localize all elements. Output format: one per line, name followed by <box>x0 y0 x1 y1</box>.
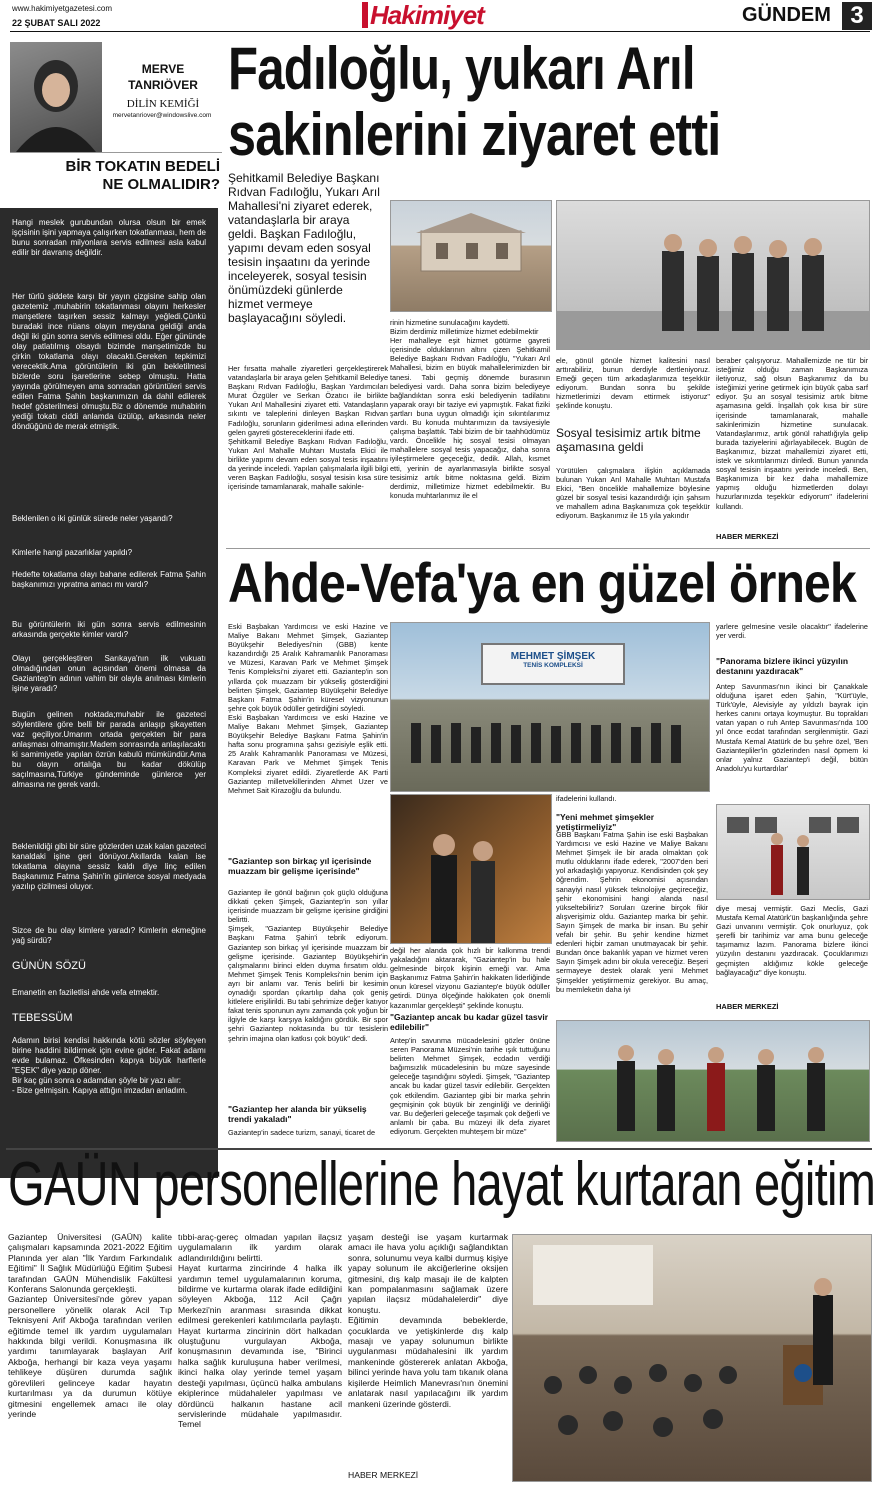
article-column-3: ele, gönül gönüle hizmet kalitesini nasıl arttırabiliriz, bunun derdiyle dertleniyoruz. Emeği geçen tüm arkadaşlarımıza teşekkür ediyorum. Bundan sonra bu şekilde hizmetlerimizi devam ettirmek istiyoruz" şeklinde konuştu. <box>556 356 710 411</box>
article-column-1b: Gaziantep ile gönül bağının çok güçlü olduğuna dikkati çeken Şimşek, Gaziantep'in son yıllar içerisinde muazzam bir gelişme içerisine girdiğini belirtti. Şimşek, "Gaziantep Büyükşehir Belediye Başkanı Fatma Şahin'i tebrik ediyorum. Gaziantep son birkaç yıl içerisinde muazzam bir gelişme içerisinde. Gaziantep Büyükşehir'in çalışmalarını birinci elden duyma fırsatım oldu. Mehmet Şimşek Tenis Kompleksi'nin benim için ayrı bir anlamı var. Tenis belirli bir kesimin oynadığı spordan çıkartılıp daha çok geniş kitlelere erişilirildi. Bu tabi şehrimize değer katıyor fakat tenis sporunun aynı zamanda çok yoğun bir ilgiyle de karşı karşıya kaldığını gördük. Bir spor şehri Gaziantep noktasında bu tür tesislerin şehrin imajına olan katkısı çok büyük" dedi. <box>228 888 388 1043</box>
complex-sign-line-2: TENİS KOMPLEKSİ <box>523 662 583 669</box>
column-paragraph: Bu görüntülerin iki gün sonra servis edilmesinin arkasında gerçekte kimler vardı? <box>12 620 206 639</box>
column-paragraph: Kimlerle hangi pazarlıklar yapıldı? <box>12 548 133 557</box>
joke-header: TEBESSÜM <box>12 1012 73 1024</box>
author-silhouette-icon <box>10 42 102 152</box>
author-last-name: TANRIÖVER <box>128 78 198 92</box>
website-url[interactable]: www.hakimiyetgazetesi.com <box>12 4 113 13</box>
walking-photo <box>556 1020 870 1142</box>
building-icon <box>391 201 551 311</box>
column-paragraph: Her türlü şiddete karşı bir yayın çizgisine sahip olan gazetemiz ,muhabirin tokatlanması olayını herkesler manşetlere taşırken sessiz kalmayı yeğledi.Çünkü buradaki ince nüans olayın meydana geldiği anda değil iki gün sonra servis edilmesi oldu. Eğer gününde olay patlatılmış olsaydı bizimde manşetimizde bu çirkin tokatlama olayı olacaktı.Gereken tepkimizi verecektik.Ama görüntülerin iki gün bekletilmesi bizlerde soru işaretlerine sebep olmuştu. Hatta yayında görülmeyen ama sonradan görüntüleri servis edilen Fatma Şahin başkanımızın da dahil edilerek hedef gösterilmesi olmuştu.Biz o dönemde muhabirin yediği tokatı ciddi anlamda üzülüp, arkasında neler döndüğünü de merak etmiştik. <box>12 292 206 431</box>
audience-icon <box>513 1235 871 1481</box>
article-subhead: "Yeni mehmet şimşekler yetiştirmeliyiz" <box>556 812 655 832</box>
article-subhead: "Gaziantep son birkaç yıl içerisinde muazzam bir gelişme içerisinde" <box>228 856 372 876</box>
article-lead: Şehitkamil Belediye Başkanı Rıdvan Fadıloğlu, Yukarı Arıl Mahallesi'ni ziyaret ederek, vatandaşlarla bir araya geldi. Başkan Fadıloğlu, yapımı devam eden sosyal tesisin inşaatını da yerinde inceleyerek, sosyal tesisin önümüzdeki günlerde hizmet vermeye başlayacağını söyledi. <box>228 171 380 325</box>
training-photo <box>512 1234 872 1482</box>
headline-line-2: sakinlerini ziyaret etti <box>228 101 721 168</box>
header-rule <box>10 31 870 32</box>
article-column-3a: yarlere gelmesine vesile olacaktır" ifadelerine yer verdi. <box>716 622 868 641</box>
headline-line-1: Fadıloğlu, yukarı Arıl <box>228 35 695 102</box>
article-byline: HABER MERKEZİ <box>348 1470 419 1480</box>
section-label: GÜNDEM <box>742 4 831 26</box>
headline: GAÜN personellerine hayat kurtaran eğitim <box>8 1150 876 1219</box>
museum-photo <box>390 794 552 944</box>
construction-photo <box>390 200 552 312</box>
complex-sign-line-1: MEHMET ŞİMŞEK <box>510 651 596 662</box>
issue-date: 22 ŞUBAT SALI 2022 <box>12 18 101 28</box>
article-column-2: rinin hizmetine sunulacağını kaydetti. Bizim derdimiz milletimize hizmet edebilmektir Her mahalleye eşit hizmet götürme gayreti içerisinde olduklarının altını çizen Şehitkamil Belediye Başkanı Rıdvan Fadıloğlu, "Yukarı Arıl Mahallesi, bizim en büyük mahallelerimizden bir tanesi. Tabi geçmiş dönemde burasının belediyesi vardı. Daha sonra bizim belediyeye bağlandıktan sonra eski belediyenin tadilatını yaparak orayı bir taziye evi yapmıştık. Fakat fiziki şartları buna uygun olmadığı için sıkıntılarımız vardı. Bu konuda muhtarımızın da tavsiyesiyle çalışma başlattık. Tabi bizim de bir taahhüdümüz vardı. Öncelikle hiç sosyal tesisi olmayan mahallelere sosyal tesis yapacağız, daha sonra iyileştirmelere geçeceğiz, dedik. Allah, kısmet etti, yerinin de ayarlanmasıyla birlikte sosyal tesisimiz artık bitme noktasına geldi. Bizim derdimiz, milletimize hizmet edebilmektir. Bu konuda muhtarlarımız ile el <box>390 318 550 500</box>
article-column-2d: Antep'in savunma mücadelesini gözler önüne seren Panorama Müzesi'nin tarihe ışık tuttuğunu belirten Mehmet Şimşek, ecdadın verdiği bağımsızlık mücadelesinin bu müze sayesinde geleceğe taşındığını söyledi. Şimşek, "Gaziantep ancak bu kadar güzel tasvir edilebilir. Gerçekten çok etkilendim. Gaziantep gibi bir marka şehrin geçmişinin çok büyük bir zenginliği ve derinliği var. Bu değerleri geleceğe taşımak çok değerli ve anlamlı bir çaba. Bu müzeyi ilk defa ziyaret ediyorum. Gerçekten muhteşem bir müze" <box>390 1036 550 1136</box>
article-rule <box>226 548 870 549</box>
group-people-icon <box>557 201 869 349</box>
column-title: BİR TOKATIN BEDELİ NE OLMALIDIR? <box>65 158 220 193</box>
exhibit-icon <box>717 805 869 899</box>
article-column-1: Eski Başbakan Yardımcısı ve eski Hazine ve Maliye Bakanı Mehmet Şimşek, Gaziantep Büyükşehir Belediyesi'nin (GBB) kente kazandırdığı 25 Aralık Kahramanlık Panoraması ve Müzesi, Karavan Park ve Mehmet Şimşek Tenis Kompleksi'ni ziyaret etti. Gaziantep'in son yıllarda çok muazzam bir yükseliş gösterdiğini belirten Şimşek, Gaziantep Büyükşehir Belediye Başkanı Fatma Şahin'in küresel vizyonunun şehre çok büyük ödüller getirdiğini söyledi. Eski Başbakan Yardımcısı ve eski Hazine ve Maliye Bakanı Mehmet Şimşek, Gaziantep Büyükşehir Belediye Başkanı Fatma Şahin'in hafta sonu programına şahsı gezisiyle eşlik etti. 25 Aralık Kahramanlık Panoraması ve Müzesi, Karavan Park ve Mehmet Şimşek Tenis Kompleksi ziyaret edildi. Ziyaretlerde AK Parti Gaziantep milletvekillerinden Ahmet Uzer ve Mehmet Sait Kirazoğlu da bulundu. <box>228 622 388 795</box>
article-subhead: "Panorama bizlere ikinci yüzyılın destanını yazdıracak" <box>716 656 849 676</box>
column-paragraph: Hedefte tokatlama olayı bahane edilerek Fatma Şahin başkanımızı yıpratma amacı mı vardı? <box>12 570 206 589</box>
gallery-photo <box>716 804 870 900</box>
column-paragraph: Beklenilen o iki günlük sürede neler yaşandı? <box>12 514 173 523</box>
quote-text: Emanetin en faziletlisi ahde vefa etmektir. <box>12 988 160 997</box>
column-paragraph: Olayı gerçekleştiren Sarıkaya'nın ilk vukuatı olmadığından onun açısından önemi olmasa da Gaziantep'in adının vahim bir olayla anılması kimlerin işine yaradı? <box>12 654 206 693</box>
article-column-2c: değil her alanda çok hızlı bir kalkınma trendi yakaladığını aktararak, "Gaziantep'in bu hale gelmesinde birçok kişinin emeği var. Ama Başkanımız Fatma Şahin'in hakikaten liderliğinde onun küresel vizyonu Gaziantep'e büyük ödüller getirdi. Dünya ölçeğinde hakikaten çok önemli kazanımlar gerçekleşti" şeklinde konuştu. <box>390 946 550 1010</box>
page-number: 3 <box>842 2 872 30</box>
article-subhead: "Gaziantep her alanda bir yükseliş trendi yakaladı" <box>228 1104 367 1124</box>
column-paragraph: Bugün gelinen noktada;muhabir ile gazeteci söylentilere göre belli bir parada anlaşıp şikayetten vaz geçiliyor.Umarım ortada gerçekten bir para anlaşması olmamıştır.Madem sonrasında anlaşılacaktı ki samimiyetle yapılan özrün kabulü mümkündür.Ama bu olayın ortalığa bu kadar dökülüp saçılmasına,Türkiye gündeminde günlerce yer almasına ne gerek vardı. <box>12 710 206 789</box>
article-byline: HABER MERKEZİ <box>716 532 779 541</box>
column-name: DİLİN KEMİĞİ <box>126 98 200 110</box>
author-photo <box>10 42 102 152</box>
article-column-4: beraber çalışıyoruz. Mahallemizde ne tür bir isteğimiz olduğu zaman Başkanımıza iletiyoruz, sağ olsun Başkanımız da bu isteğimizi yerine getirmek için büyük çaba sarf ediyor. Şu an sosyal tesisimiz artık bitme aşamasına geldi. İnşallah çok kısa bir süre içerisinde tamamlanarak, mahalle sakinlerimizin hizmetine sunulacak. Vatandaşlarımız, artık gönül rahatlığıyla gelip burada taziyelerini ağırlayabilecek. Bugün de Başkanımız, bizzat mahallemizi ziyaret etti, istek ve sıkıntılarımızı dinledi. Bunun yanında sosyal tesisin inşaatını yerinde inceledi. Ben, Başkanımıza bir kez daha mahallemize yapmış olduğu hizmetlerden dolayı huzurlarınızda teşekkür ediyorum" ifadelerini kullandı. <box>716 356 868 511</box>
article-column-1: Gaziantep Üniversitesi (GAÜN) kalite çalışmaları kapsamında 2021-2022 Eğitim Planında yer alan "İlk Yardım Farkındalık Eğitimi" İl Sağlık Müdürlüğü Eğitim Şubesi tarafından GAÜN Mühendislik Fakültesi Konferans Salonunda gerçekleşti. Gaziantep Üniversitesi'nde görev yapan personellere yönelik olarak Acil Tıp Teknisyeni Arif Akboğa tarafından verilen eğitimde temel ilk yardım uygulamaları hakkında bilgi verildi. Konuşmasına ilk yardımı tanımlayarak başlayan Arif Akboğa, herhangi bir kaza veya yaşamı tehlikeye düşüren durumda sağlık görevlileri gelinceye kadar hayatın kurtarılması ya da durumun kötüye gitmesini engellemek amacı ile olay yerinde <box>8 1232 172 1419</box>
article-column-3c: diye mesaj vermiştir. Gazi Meclis, Gazi Mustafa Kemal Atatürk'ün başkanlığında şehre Gazi unvanını vermiştir. Çok onurluyuz, çok şerefli bir tarihimiz var ama bunu geleceğe taşımamız lazım. Panorama bizlere ikinci yüzyılın destanını yazdıracak. Çocuklarımızı geçmişten aldığımız kökle geleceğe bağlayacağız" diye konuştu. <box>716 904 868 977</box>
article-column-2: tıbbi-araç-gereç olmadan yapılan ilaçsız uygulamaların ilk yardım olarak adlandırıldığını belirtti. Hayat kurtarma zincirinde 4 halka ilk yardımın temel uygulamalarının koruma, bildirme ve kurtarma olarak ifade edildiğini söyleyen Akboğa, 112 Acil Çağrı Merkezi'nin aranması sırasında dikkat edilmesi gerekenleri katılımcılarla paylaştı. Hayat kurtarma zincirinin dört halkadan oluştuğunu vurgulayan Akboğa, konuşmasının devamında ise, "Birinci halka sağlık kuruluşuna haber verilmesi, ikinci halka olay yerinde temel yaşam desteği yapılması, üçüncü halka ambulans ekiplerince müdahaleler yapılması ve dördüncü halkanın hastane acil servislerinde müdahale yapılmasıdır. Temel <box>178 1232 342 1430</box>
article-column-1c: Gaziantep'in sadece turizm, sanayi, ticaret de <box>228 1128 375 1137</box>
crowd-icon <box>391 623 709 791</box>
delegation-icon <box>557 1021 869 1141</box>
author-first-name: MERVE <box>141 62 185 76</box>
article-column-3: yaşam desteği ise yaşam kurtarmak amacı ile hava yolu açıklığı sağlandıktan sonra, solunumu veya kalbi durmuş kişiye yapay solunum ile akciğerlerine oksijen gitmesini, dış kalp masajı ile de kalpten kan pompalanmasını sağlamak üzere yapılan ilaçsız müdahalelerdir" diye konuştu. Eğitimin devamında bebeklerde, çocuklarda ve yetişkinlerde dış kalp masajı ve yapay solunumun birlikte uygulanması müdahalesini ilk yardım mankeninde göstererek anlatan Akboğa, bilinci yerinde hava yolu tam tıkanık olana kişilerde Heimlich Manevrası'nın önemini anlatarak nasıl yapılacağını ilk yardım mankeni üzerinde gösterdi. <box>348 1232 508 1409</box>
article-column-2a: ifadelerini kullandı. <box>556 794 617 803</box>
column-paragraph: Beklenildiği gibi bir süre gözlerden uzak kalan gazeteci kanaldaki işine geri dönüyor.Akıllarda kalan ise tokatlama olayına sessiz kaldı diye linç edilen Başkanımız Fatma Şahin'in günlerce sosyal medyada yazılıp çizilmesi oluyor. <box>12 842 206 891</box>
column-rule <box>10 152 222 153</box>
article-column-2b: GBB Başkanı Fatma Şahin ise eski Başbakan Yardımcısı ve eski Hazine ve Maliye Bakanı Mehmet Şimşek ile bir arada olmaktan çok mutlu olduklarını ifade ederek, "2007'den beri yol arkadaşlığı yapıyoruz. Kendisinden çok şey öğrendim. Şehrin ekonomisi açısından sanayiyi nasıl yüksek teknolojiye geçireceğiz, şehir ekonomisini hangi alanda nasıl yükseltebiliriz? Soruları üzerine birçok fikir alışverişimiz oldu. Gaziantep marka bir şehir. Sayın Şimşek de marka bir insan. Bu şehir vefalı bir şehir. Bu şehir kendine hizmet edenleri hiçbir zaman unutmayacak bir şehir. Bundan önce bakanlık yapan ve hizmet veren Sayın Şimşek adını bir okula vereceğiz. Beşeri sermayeye destek olarak yeni Mehmet Şimşekler yetiştirmemiz gerekiyor. Bu amaç, bu memleketin daha iyi <box>556 830 708 994</box>
joke-text: Adamın birisi kendisi hakkında kötü sözler söyleyen birine haddini bildirmek için evine gider. Fakat adamı evde bulamaz. Öfkesinden kapıya büyük harflerle "EŞEK" diye yazıp döner. Bir kaç gün sonra o adamdan şöyle bir yazı alır: - Bize gelmişsin. Kapıya attığın imzadan anladım. <box>12 1036 206 1095</box>
visit-photo <box>556 200 870 350</box>
column-paragraph: Hangi meslek gurubundan olursa olsun bir emek işçisinin işini yapmaya çalışırken tokatlanması, hem de bunu sonradan milyonlara servis edilmesi asla kabul edilir bir davranış değildir. <box>12 218 206 257</box>
article-subhead: "Gaziantep ancak bu kadar güzel tasvir edilebilir" <box>390 1012 549 1032</box>
quote-header: GÜNÜN SÖZÜ <box>12 960 86 972</box>
logo-mark <box>362 2 368 28</box>
article-column-3b: Antep Savunması'nın ikinci bir Çanakkale olduğuna işaret eden Şahin, "Kürt'üyle, Türk'üyle, Alevisiyle ay yıldızlı bayrak için herkes canını ortaya koymuştur. Bu toprakları vatan yapan o ruh Antep Savunması'nda 100 yıl önce ecdat tarafından sergilenmiştir. Gazi Mustafa Kemal Atatürk de bu şehre özel, 'Ben Gaziantepliler'in gözlerinden nasıl öpmem ki onlar yalnız Gaziantep'i değil, bütün Anadolu'yu kurtardılar' <box>716 682 868 773</box>
author-email[interactable]: mervetanriover@windowslive.com <box>112 112 212 119</box>
article-column-3b: Yürütülen çalışmalara ilişkin açıklamada bulunan Yukarı Arıl Mahalle Muhtarı Mustafa Ekici, "Ben öncelikle mahallemize böylesine güzel bir sosyal tesisi kazandırdığı için şahsım ve mahallem adına Başkanımıza çok teşekkür ediyorum. Başkanımız ile 15 yıla yakındır <box>556 466 710 521</box>
tennis-complex-photo <box>390 622 710 792</box>
column-body <box>0 208 218 1178</box>
article-subhead: Sosyal tesisimiz artık bitme aşamasına geldi <box>556 426 701 454</box>
article-byline: HABER MERKEZİ <box>716 1002 779 1011</box>
headline: Ahde-Vefa'ya en güzel örnek <box>228 551 856 614</box>
visitors-icon <box>391 795 551 943</box>
article-column-1: Her fırsatta mahalle ziyaretleri gerçekleştirerek vatandaşlarla bir araya gelen Şehitkamil Belediye Başkanı Rıdvan Fadıloğlu, Başkan Yardımcıları Murat Özgüler ve Serkan Özatıcı ile birlikte Yukarı Arıl Mahallesini ziyaret etti. Vatandaşların sıkıntı ve taleplerini dinleyen Başkan Rıdvan Fadıloğlu, sorunların giderilmesi adına ellerinden gelen gayreti göstereceklerini ifade etti. Şehitkamil Belediye Başkanı Rıdvan Fadıloğlu, Yukarı Arıl Mahalle Muhtarı Mustafa Ekici ile birlikte yapımı devam eden sosyal tesis inşaatını da yerinde inceledi. Yapılan çalışmalarla ilgili bilgi veren Başkan Fadıloğlu, sosyal tesisin kısa süre içerisinde tamamlanarak, mahalle sakinle- <box>228 364 388 492</box>
newspaper-logo: Hakimiyet <box>370 0 484 30</box>
column-paragraph: Sizce de bu olay kimlere yaradı? Kimlerin ekmeğine yağ sürdü? <box>12 926 206 945</box>
